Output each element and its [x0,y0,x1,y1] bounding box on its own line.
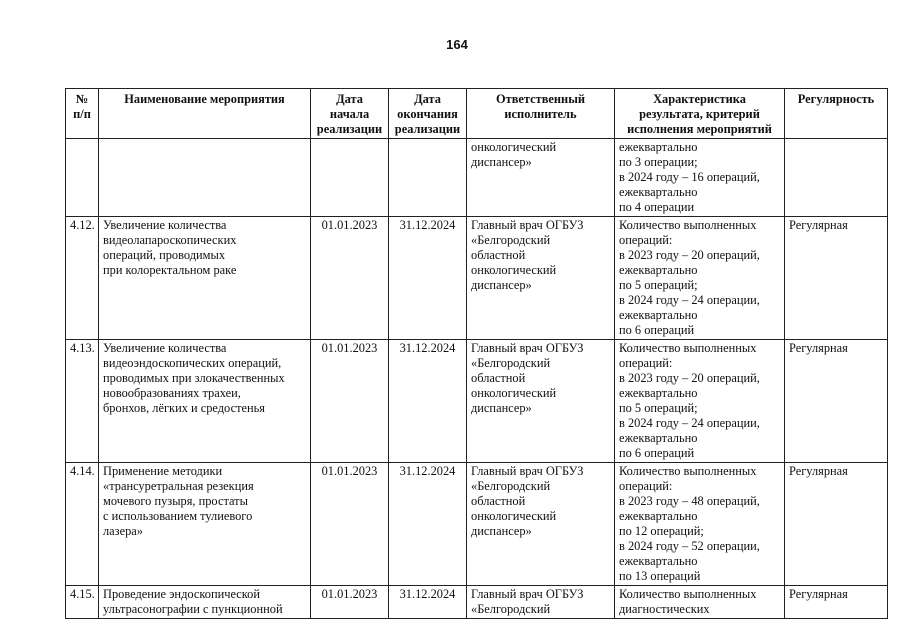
activities-table [65,88,888,619]
row-end-date: 31.12.2024 [389,586,467,619]
row-result: Количество выполненных операций: в 2023 году – 20 операций, ежеквартально по 5 операций; в 2024 году – 24 операции, ежеквартально по 6 операций [615,340,785,463]
column-header-start-date: Дата начала реализации [311,89,389,139]
row-end-date [389,139,467,217]
row-regularity: Регулярная [785,463,888,586]
row-end-date: 31.12.2024 [389,340,467,463]
row-result: Количество выполненных операций: в 2023 году – 20 операций, ежеквартально по 5 операций; в 2024 году – 24 операции, ежеквартально по 6 операций [615,217,785,340]
row-activity-name: Применение методики «трансуретральная резекция мочевого пузыря, простаты с использованием тулиевого лазера» [99,463,311,586]
column-header-end-date: Дата окончания реализации [389,89,467,139]
row-result: ежеквартально по 3 операции; в 2024 году – 16 операций, ежеквартально по 4 операции [615,139,785,217]
row-executor: онкологический диспансер» [467,139,615,217]
row-regularity: Регулярная [785,217,888,340]
row-activity-name [99,139,311,217]
row-activity-name: Увеличение количества видеолапароскопических операций, проводимых при колоректальном раке [99,217,311,340]
row-result: Количество выполненных операций: в 2023 году – 48 операций, ежеквартально по 12 операций; в 2024 году – 52 операции, ежеквартально по 13 операций [615,463,785,586]
column-header-number: № п/п [66,89,99,139]
row-executor: Главный врач ОГБУЗ «Белгородский [467,586,615,619]
row-number [66,139,99,217]
row-number: 4.14. [66,463,99,586]
row-number: 4.13. [66,340,99,463]
table-row [66,217,888,340]
row-activity-name: Проведение эндоскопической ультрасонографии с пункционной [99,586,311,619]
row-executor: Главный врач ОГБУЗ «Белгородский областной онкологический диспансер» [467,340,615,463]
row-number: 4.12. [66,217,99,340]
row-result: Количество выполненных диагностических [615,586,785,619]
table-row [66,463,888,586]
row-number: 4.15. [66,586,99,619]
row-start-date [311,139,389,217]
row-start-date: 01.01.2023 [311,463,389,586]
table-row [66,340,888,463]
row-start-date: 01.01.2023 [311,217,389,340]
row-end-date: 31.12.2024 [389,463,467,586]
row-regularity [785,139,888,217]
row-regularity: Регулярная [785,586,888,619]
row-start-date: 01.01.2023 [311,586,389,619]
row-regularity: Регулярная [785,340,888,463]
column-header-executor: Ответственный исполнитель [467,89,615,139]
table-row [66,586,888,619]
row-end-date: 31.12.2024 [389,217,467,340]
table-row [66,139,888,217]
row-executor: Главный врач ОГБУЗ «Белгородский областной онкологический диспансер» [467,217,615,340]
column-header-regularity: Регулярность [785,89,888,139]
page-number: 164 [446,37,468,52]
row-activity-name: Увеличение количества видеоэндоскопических операций, проводимых при злокачественных новообразованиях трахеи, бронхов, лёгких и средостенья [99,340,311,463]
row-executor: Главный врач ОГБУЗ «Белгородский областной онкологический диспансер» [467,463,615,586]
table-header-row [66,89,888,139]
column-header-name: Наименование мероприятия [99,89,311,139]
row-start-date: 01.01.2023 [311,340,389,463]
column-header-result: Характеристика результата, критерий исполнения мероприятий [615,89,785,139]
